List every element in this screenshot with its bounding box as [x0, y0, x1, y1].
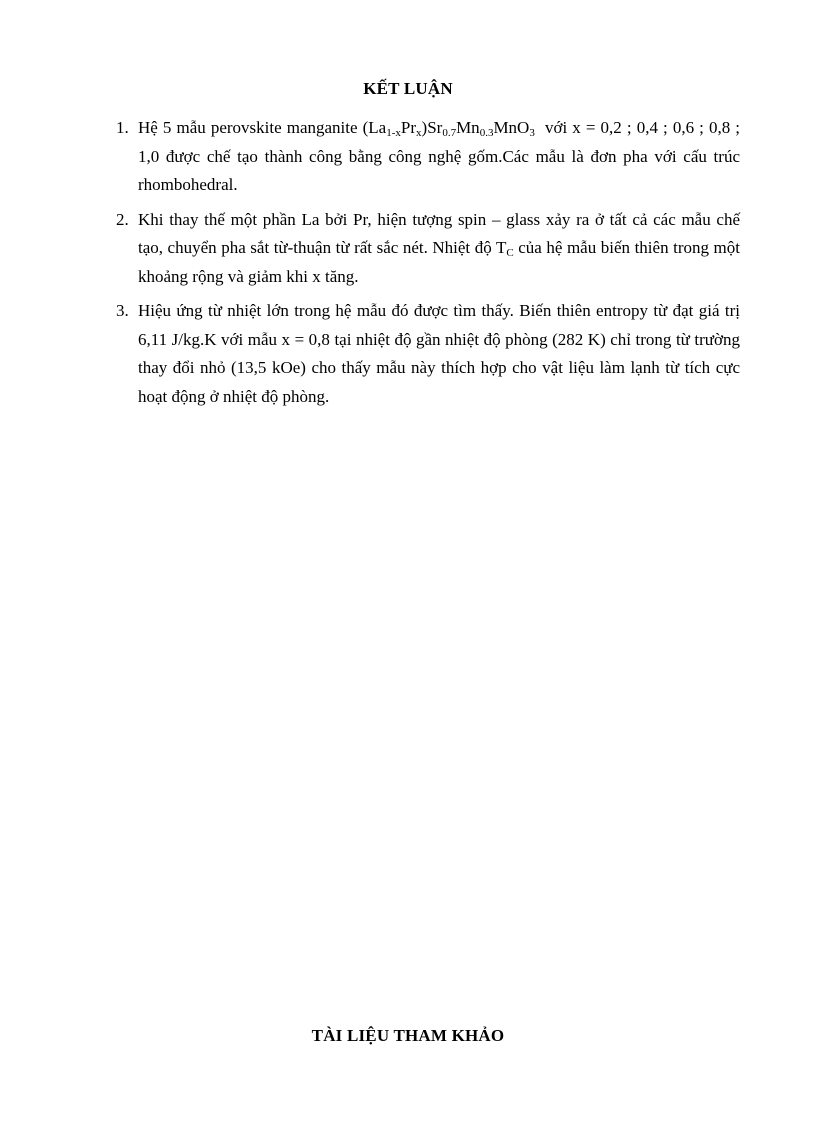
item-number: 1. — [116, 118, 129, 137]
item-text: Hiệu ứng từ nhiệt lớn trong hệ mẫu đó được tìm thấy. Biến thiên entropy từ đạt giá trị 6,11 J/kg.K với mẫu x = 0,8 tại nhiệt độ gần nhiệt độ phòng (282 K) chỉ trong từ trường thay đổi nhỏ (13,5 kOe) cho thấy mẫu này thích hợp cho vật liệu làm lạnh từ tích cực hoạt động ở nhiệt độ phòng. — [138, 301, 740, 406]
conclusion-item-2 — [116, 206, 740, 292]
formula-subscript: 0.7 — [442, 127, 457, 139]
formula-part: (La — [362, 118, 387, 137]
conclusion-heading: KẾT LUẬN — [363, 79, 453, 98]
formula-part: Pr — [400, 118, 417, 137]
formula-subscript: C — [506, 247, 514, 259]
formula-subscript: 0.3 — [479, 127, 494, 139]
formula-part: )Sr — [421, 118, 443, 137]
conclusion-item-3 — [116, 297, 740, 411]
item-text-after: của hệ mẫu biến thiên trong một khoảng rộng và giảm khi x tăng. — [138, 238, 740, 286]
conclusion-item-1 — [116, 114, 740, 200]
item-text-before: Khi thay thế một phần La bởi Pr, hiện tượng spin – glass xảy ra ở tất cả các mẫu chế tạo, chuyển pha sắt từ-thuận từ rất sắc nét. Nhiệt độ — [138, 209, 740, 257]
formula-part: Mn — [456, 118, 480, 137]
item-number: 2. — [116, 209, 129, 229]
item-text — [138, 206, 740, 292]
formula-part: T — [495, 238, 507, 257]
formula-part: MnO — [493, 118, 530, 137]
item-text-after: với x = 0,2 ; 0,4 ; 0,6 ; 0,8 ; 1,0 được chế tạo thành công bằng công nghệ gốm.Các mẫu là đơn pha với cấu trúc rhombohedral. — [138, 118, 741, 194]
formula-subscript: 1-x — [386, 127, 401, 139]
chemical-formula — [363, 118, 535, 137]
item-text-before: Hệ 5 mẫu perovskite manganite — [138, 118, 358, 137]
formula-subscript: 3 — [529, 127, 535, 139]
item-text — [138, 114, 740, 200]
references-heading: TÀI LIỆU THAM KHẢO — [311, 1026, 505, 1045]
conclusion-list — [116, 114, 740, 411]
item-number: 3. — [116, 301, 129, 320]
temperature-symbol — [496, 238, 514, 257]
formula-subscript: x — [416, 127, 422, 139]
